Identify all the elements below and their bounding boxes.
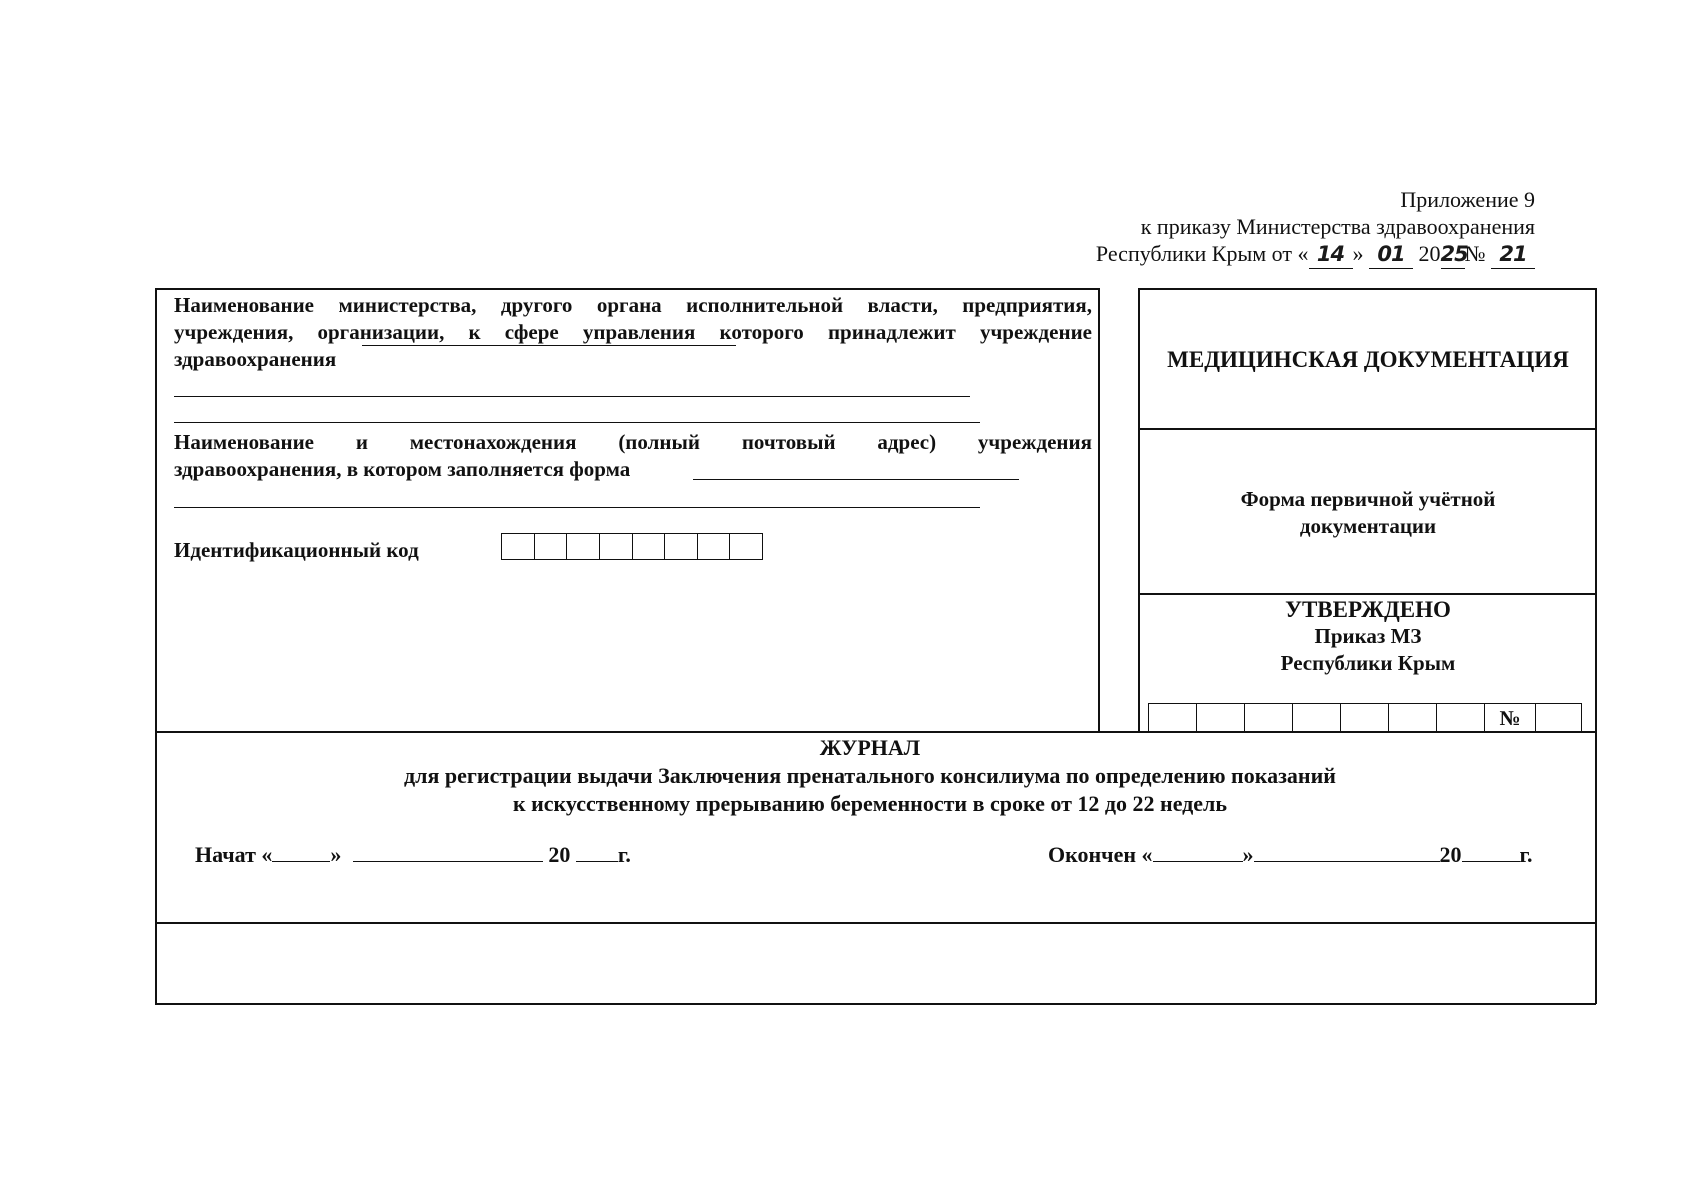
ministry-field-2[interactable] (174, 396, 970, 397)
order-date-prefix: Республики Крым от « (1095, 241, 1309, 266)
form-title (1140, 486, 1596, 540)
frame-top-right (1138, 288, 1596, 290)
order-month: 01 (1369, 241, 1413, 269)
id-code-cell[interactable] (633, 534, 666, 559)
order-reference: к приказу Министерства здравоохранения (1140, 214, 1535, 239)
order-date-line (1096, 240, 1535, 269)
approval-block (1140, 596, 1596, 677)
ministry-field-3[interactable] (174, 422, 980, 423)
frame-middle-divider (155, 731, 1596, 733)
republic-label: Республики Крым (1280, 651, 1456, 675)
approved-label: УТВЕРЖДЕНО (1285, 597, 1451, 622)
approval-date-cell[interactable] (1245, 704, 1293, 731)
ended-year-suffix: г. (1519, 842, 1533, 867)
ended-label: Окончен « (1048, 842, 1153, 867)
institution-field-2[interactable] (174, 507, 980, 508)
frame-bottom (155, 1003, 1596, 1005)
approval-date-cell[interactable] (1341, 704, 1389, 731)
id-code-label: Идентификационный код (174, 538, 419, 562)
medical-documentation-title: МЕДИЦИНСКАЯ ДОКУМЕНТАЦИЯ (1167, 347, 1569, 372)
institution-label-line1: Наименование и местонахождения (полный почтовый адрес) учреждения (174, 430, 1092, 454)
approval-date-cell[interactable] (1197, 704, 1245, 731)
ministry-label-text: Наименование министерства, другого органа исполнительной власти, предприятия, учреждения, организации, к сфере управления которого принадлежит учреждение здравоохранения (174, 293, 1092, 371)
journal-subtitle-line2: к искусственному прерыванию беременности в сроке от 12 до 22 недель (512, 791, 1228, 816)
approval-date-cell[interactable] (1437, 704, 1485, 731)
approval-number-cell[interactable] (1536, 704, 1581, 731)
id-code-cell[interactable] (665, 534, 698, 559)
started-year-suffix: г. (617, 842, 631, 867)
frame-lower-divider (155, 922, 1596, 924)
ended-year-prefix: 20 (1439, 842, 1462, 867)
journal-subtitle-line1: для регистрации выдачи Заключения пренатального консилиума по определению показаний (404, 763, 1336, 788)
ended-quote-close: » (1242, 842, 1254, 867)
ended-day-field[interactable] (1153, 843, 1243, 862)
id-code-cell[interactable] (730, 534, 762, 559)
started-date (195, 842, 631, 868)
started-year-field[interactable] (576, 843, 618, 862)
institution-field-1[interactable] (693, 479, 1019, 480)
form-title-line1: Форма первичной учётной (1240, 487, 1496, 511)
ministry-field-1[interactable] (362, 345, 736, 346)
id-code-cell[interactable] (535, 534, 568, 559)
ended-month-field[interactable] (1254, 843, 1440, 862)
started-day-field[interactable] (272, 843, 330, 862)
order-number-prefix: № (1464, 241, 1491, 266)
id-code-boxes[interactable] (501, 533, 763, 560)
number-sign: № (1485, 704, 1536, 731)
order-day: 14 (1309, 241, 1353, 269)
id-code-cell[interactable] (600, 534, 633, 559)
ministry-label (174, 292, 1092, 373)
frame-left-upper (155, 288, 157, 732)
approval-date-cell[interactable] (1389, 704, 1437, 731)
journal-title: ЖУРНАЛ (819, 735, 921, 760)
journal-heading (160, 734, 1580, 818)
ended-date (1048, 842, 1533, 868)
id-code-cell[interactable] (502, 534, 535, 559)
form-title-line2: документации (1299, 514, 1437, 538)
id-code-cell[interactable] (567, 534, 600, 559)
approval-date-cell[interactable] (1293, 704, 1341, 731)
id-code-cell[interactable] (698, 534, 731, 559)
frame-mid-left (1098, 288, 1100, 732)
right-sep-1 (1138, 428, 1596, 430)
institution-label-line2: здравоохранения, в котором заполняется форма (174, 457, 631, 481)
started-year-prefix: 20 (548, 842, 571, 867)
order-year-suffix: 25 (1441, 241, 1465, 269)
appendix-title: Приложение 9 (1400, 187, 1535, 212)
approval-number-boxes[interactable] (1148, 703, 1582, 731)
ended-year-field[interactable] (1462, 843, 1520, 862)
frame-left-lower (155, 732, 157, 1004)
approval-date-cell[interactable] (1149, 704, 1197, 731)
order-date-separator: » (1352, 241, 1369, 266)
order-year-prefix: 20 (1413, 241, 1441, 266)
started-quote-close: » (330, 842, 342, 867)
started-month-field[interactable] (353, 843, 543, 862)
order-number: 21 (1491, 241, 1535, 269)
right-sep-2 (1138, 593, 1596, 595)
started-label: Начат « (195, 842, 273, 867)
order-label: Приказ МЗ (1314, 624, 1422, 648)
frame-top-left (155, 288, 1098, 290)
